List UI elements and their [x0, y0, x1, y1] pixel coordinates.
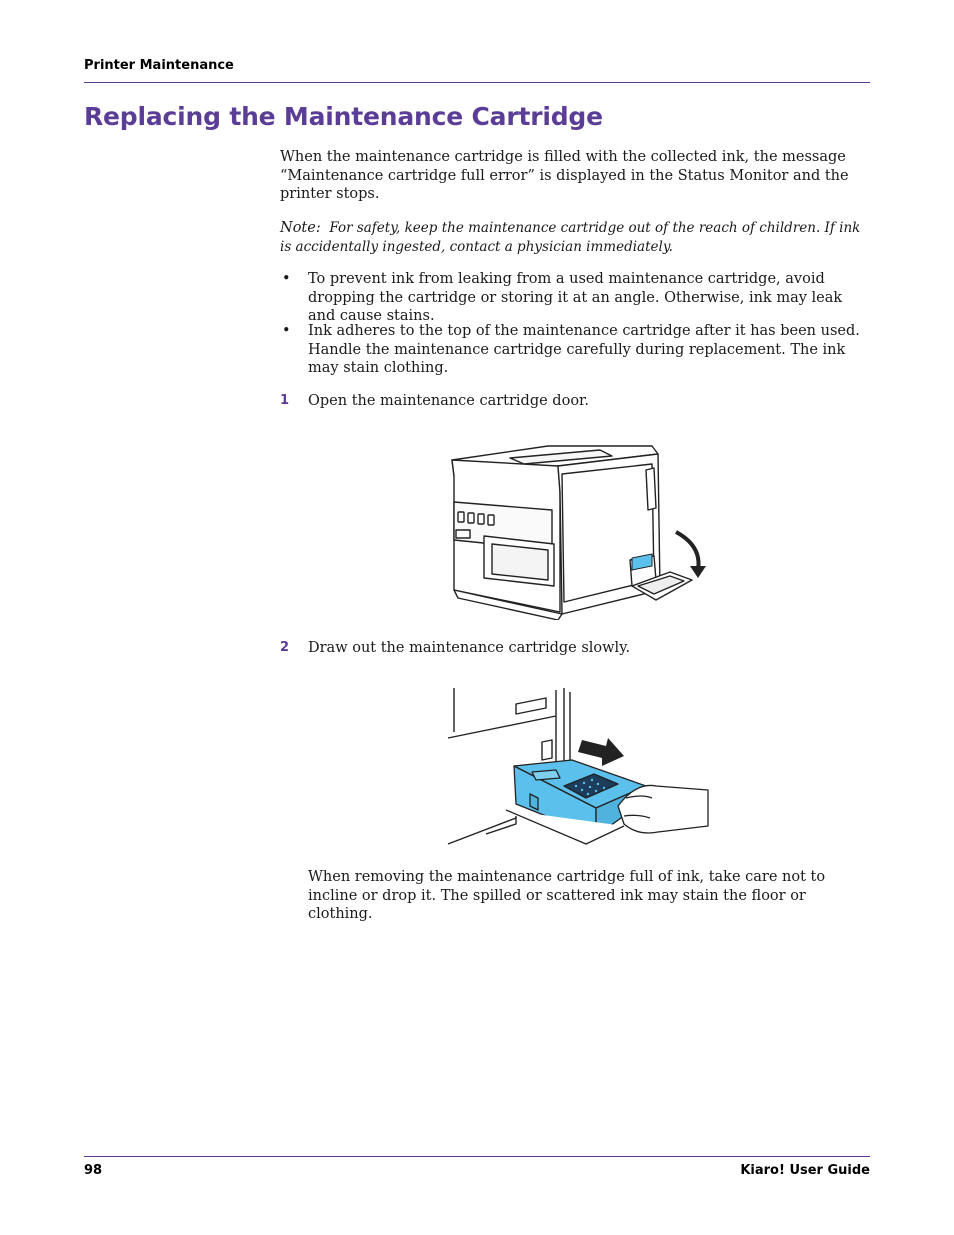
page-number: 98	[84, 1163, 103, 1178]
bullet-text: To prevent ink from leaking from a used maintenance cartridge, avoid dropping the cartridge or storing it at an angle. Otherwise, ink may leak and cause stains.	[308, 271, 843, 324]
printer-open-door-illustration	[440, 440, 710, 620]
note-label: Note:	[280, 220, 321, 236]
closing-paragraph: When removing the maintenance cartridge full of ink, take care not to incline or drop it. The spilled or scattered ink may stain the floor or clothing.	[308, 869, 826, 922]
cartridge-removal-illustration	[446, 686, 712, 854]
safety-note	[280, 219, 870, 256]
guide-title: Kiaro! User Guide	[740, 1163, 870, 1178]
footer-rule	[84, 1156, 870, 1157]
running-header: Printer Maintenance	[84, 58, 234, 73]
page-title: Replacing the Maintenance Cartridge	[84, 102, 603, 131]
step-number: 1	[280, 393, 290, 408]
bullet-dot: •	[282, 323, 291, 339]
bullet-dot: •	[282, 271, 291, 287]
step-number: 2	[280, 640, 290, 655]
intro-paragraph: When the maintenance cartridge is filled with the collected ink, the message “Maintenance cartridge full error” is displayed in the Status Monitor and the printer stops.	[280, 149, 849, 202]
header-rule	[84, 82, 870, 83]
note-text: For safety, keep the maintenance cartridge out of the reach of children. If ink is accidentally ingested, contact a physician immediately.	[280, 220, 861, 255]
step-text: Draw out the maintenance cartridge slowly.	[308, 640, 631, 656]
step-text: Open the maintenance cartridge door.	[308, 393, 590, 409]
bullet-text: Ink adheres to the top of the maintenance cartridge after it has been used. Handle the maintenance cartridge carefully during replacement. The ink may stain clothing.	[308, 323, 860, 376]
